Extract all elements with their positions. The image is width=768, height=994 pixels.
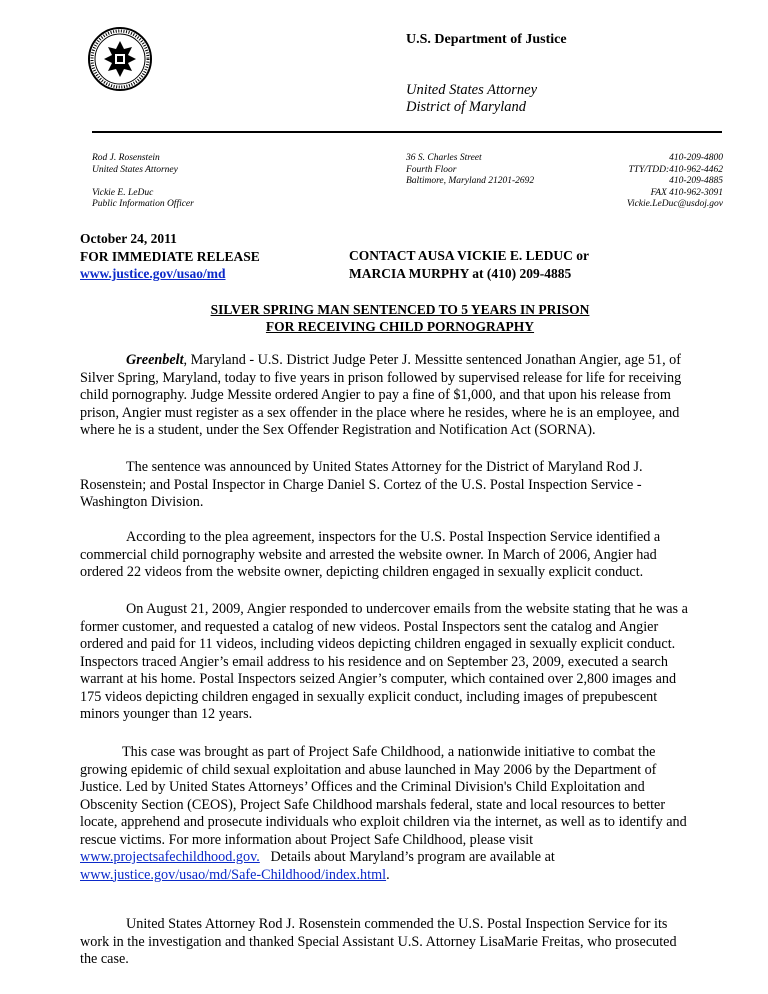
paragraph-5: This case was brought as part of Project Safe Childhood, a nationwide initiative to combat the growing epidemic of child sexual exploitation and abuse launched in May 2006 by the Department of Justice. Led by United States Attorneys’ Offices and the Criminal Division's Child Exploitation and Obscenity Section (CEOS), Project Safe Childhood marshals federal, state and local resources to better locate, apprehend and prosecute individuals who exploit children via the internet, as well as to identify and rescue victims. For more information about Project Safe Childhood, please visit www.projectsafechildhood.gov. Details about Maryland’s program are available at www.justice.gov/usao/md/Safe-Childhood/index.html.: [80, 744, 687, 883]
headline: SILVER SPRING MAN SENTENCED TO 5 YEARS IN PRISON FOR RECEIVING CHILD PORNOGRAPHY: [210, 302, 590, 334]
psc-link[interactable]: www.projectsafechildhood.gov.: [80, 849, 260, 865]
contact-info: CONTACT AUSA VICKIE E. LEDUC or MARCIA MURPHY at (410) 209-4885: [349, 248, 590, 281]
department-name: U.S. Department of Justice: [406, 32, 567, 47]
release-label: FOR IMMEDIATE RELEASE: [80, 248, 260, 264]
release-info: [80, 230, 260, 283]
paragraph-4: On August 21, 2009, Angier responded to undercover emails from the website stating that he was a former customer, and requested a catalog of new videos. Postal Inspectors sent the catalog and Angier ordered and paid for 11 videos, including videos depicting children engaged in sexually explicit conduct. Inspectors traced Angier’s email address to his residence and on September 23, 2009, executed a search warrant at his home. Postal Inspectors seized Angier’s computer, which contained over 2,800 images and 175 videos depicting children engaged in sexually explicit conduct, including images of prepubescent minors younger than 12 years.: [80, 601, 688, 722]
header-divider: [92, 131, 722, 133]
paragraph-1: Greenbelt, Maryland - U.S. District Judge Peter J. Messitte sentenced Jonathan Angier, age 51, of Silver Spring, Maryland, today to five years in prison followed by supervised release for life for receiving child pornography. Judge Messite ordered Angier to pay a fine of $1,000, and that upon his release from prison, Angier must register as a sex offender in the place where he resides, where he is an employee, and where he is a student, under the Sex Offender Registration and Notification Act (SORNA).: [80, 352, 682, 438]
release-date: October 24, 2011: [80, 231, 177, 246]
address-block: 36 S. Charles Street Fourth Floor Baltimore, Maryland 21201-2692: [406, 153, 535, 187]
contact-email: Vickie.LeDuc@usdoj.gov: [626, 199, 723, 210]
officials-block: Rod J. Rosenstein United States Attorney Vickie E. LeDuc Public Information Officer: [92, 153, 194, 210]
md-safe-childhood-link[interactable]: www.justice.gov/usao/md/Safe-Childhood/index.html: [80, 866, 387, 883]
usao-link[interactable]: www.justice.gov/usao/md: [80, 266, 226, 281]
office-title: United States Attorney District of Maryland: [406, 82, 538, 115]
paragraph-3: According to the plea agreement, inspectors for the U.S. Postal Inspection Service identified a commercial child pornography website and arrested the website owner. In March of 2006, Angier had ordered 22 videos from the website owner, depicting children engaged in sexually explicit conduct.: [80, 529, 661, 580]
doj-seal-icon: [88, 27, 152, 91]
paragraph-6: United States Attorney Rod J. Rosenstein commended the U.S. Postal Inspection Service for its work in the investigation and thanked Special Assistant U.S. Attorney LisaMarie Freitas, who prosecuted the case.: [80, 916, 677, 967]
paragraph-2: The sentence was announced by United States Attorney for the District of Maryland Rod J. Rosenstein; and Postal Inspector in Charge Daniel S. Cortez of the U.S. Postal Inspection Service - Washington Division.: [80, 459, 643, 510]
phone-block: 410-209-4800 TTY/TDD:410-962-4462 410-209-4885 FAX 410-962-3091 Vickie.LeDuc@usdoj.gov: [560, 153, 723, 211]
